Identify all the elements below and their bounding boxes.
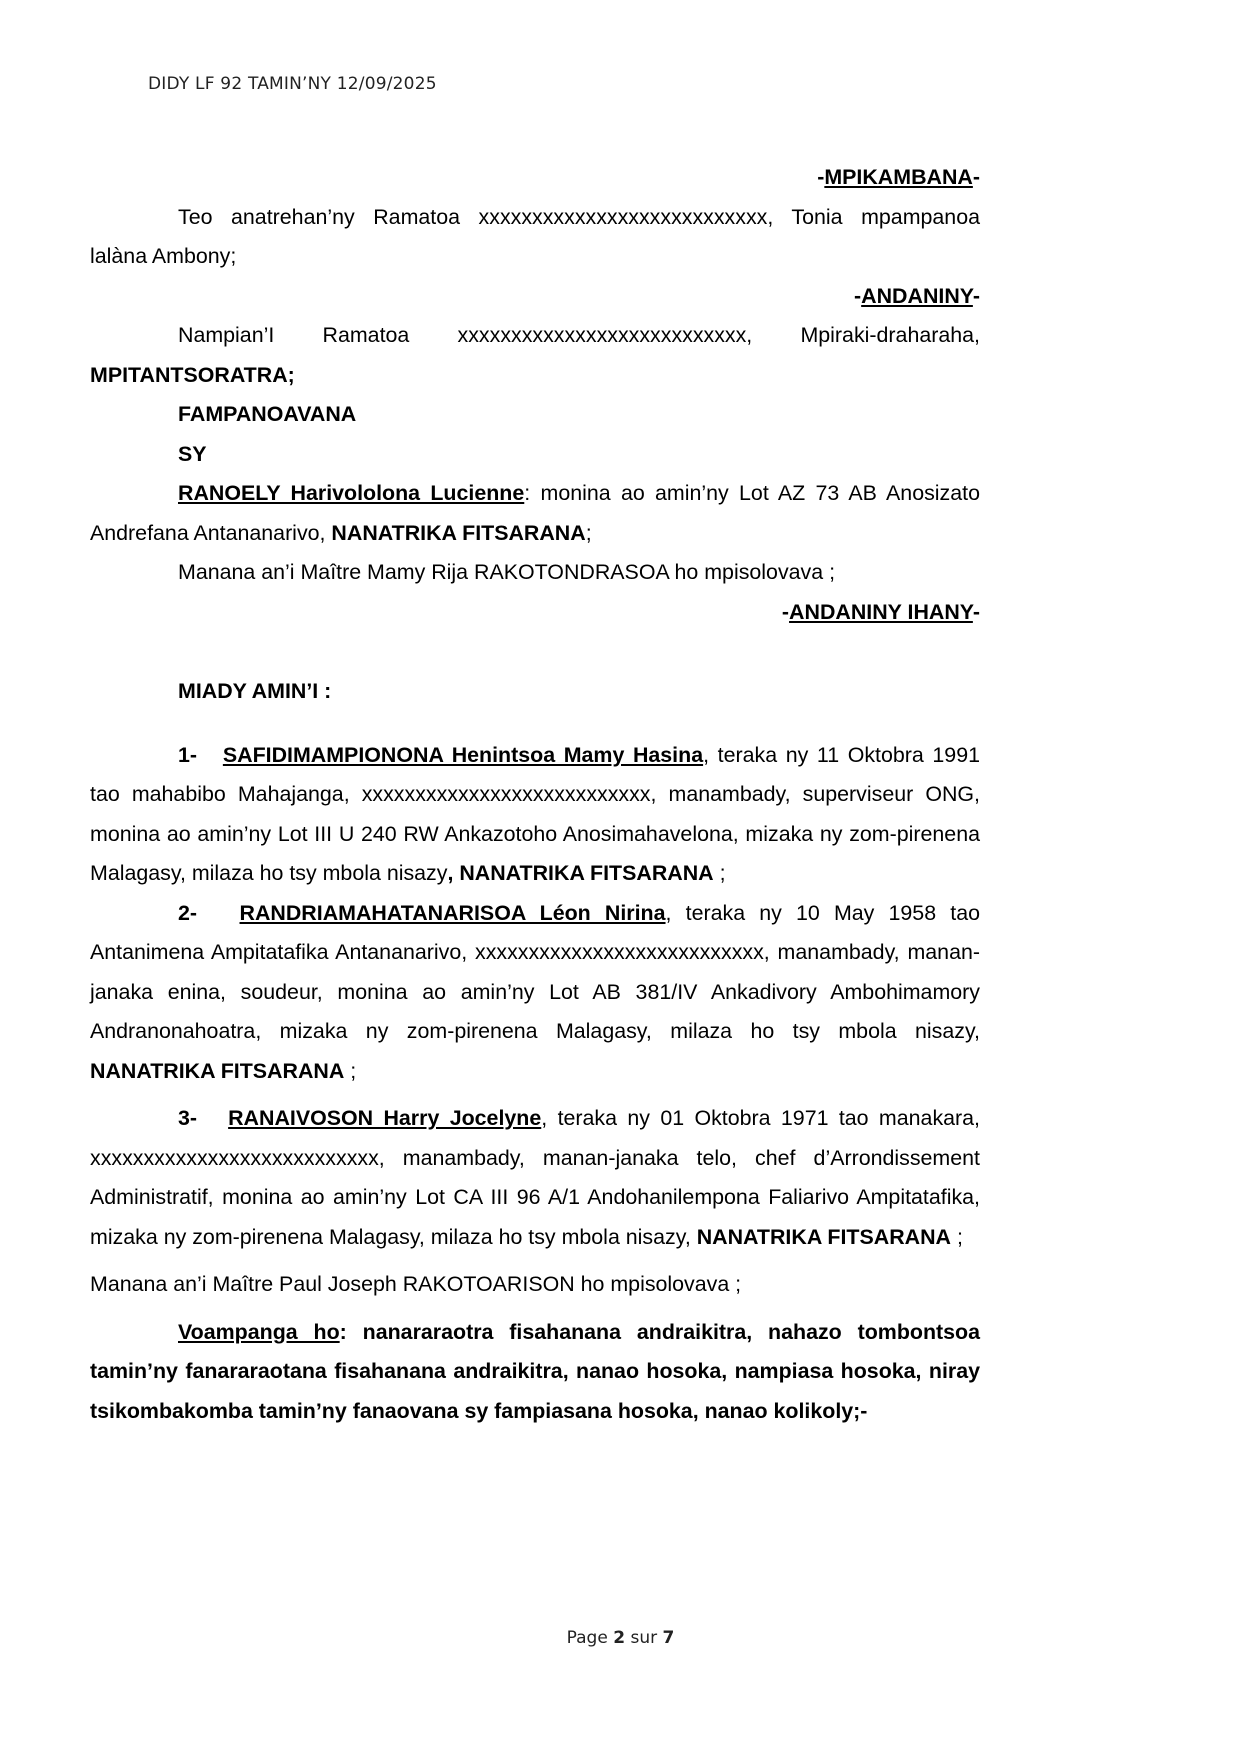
defendant-item-2: 2- RANDRIAMAHATANARISOA Léon Nirina, teraka ny 10 May 1958 tao Antanimena Ampitatafika Antananarivo, xxxxxxxxxxxxxxxxxxxxxxxxxxx, manambady, manan-janaka enina, soudeur, monina ao amin’ny Lot AB 381/IV Ankadivory Ambohimamory Andranonahoatra, mizaka ny zom-pirenena Malagasy, milaza ho tsy mbola nisazy, NANATRIKA FITSARANA ; — [90, 900, 980, 1083]
section-heading-andaniny-ihany: -ANDANINY IHANY- — [781, 599, 980, 624]
paragraph-clerk: Nampian’I Ramatoa xxxxxxxxxxxxxxxxxxxxxxxxxxx, Mpiraki-draharaha, MPITANTSORATRA; — [90, 323, 980, 387]
label-sy: SY — [178, 441, 207, 466]
paragraph-charges: Voampanga ho: nanararaotra fisahanana andraikitra, nahazo tombontsoa tamin’ny fanararaotana fisahanana andraikitra, nanao hosoka, nampiasa hosoka, niray tsikombakomba tamin’ny fanaovana sy fampiasana hosoka, nanao kolikoly;- — [90, 1319, 980, 1423]
paragraph-lawyer-2: Manana an’i Maître Paul Joseph RAKOTOARISON ho mpisolovava ; — [90, 1272, 742, 1296]
section-heading-mpikambana: -MPIKAMBANA- — [817, 165, 980, 189]
page-footer: Page 2 sur 7 — [566, 1628, 675, 1648]
label-miady-amini: MIADY AMIN’I : — [178, 679, 332, 703]
defendant-item-3: 3- RANAIVOSON Harry Jocelyne, teraka ny 01 Oktobra 1971 tao manakara, xxxxxxxxxxxxxxxxxxxxxxxxxxx, manambady, manan-janaka telo, chef d’Arrondissement Administratif, monina ao amin’ny Lot CA III 96 A/1 Andohanilempona Faliarivo Ampitatafika, mizaka ny zom-pirenena Malagasy, milaza ho tsy mbola nisazy, NANATRIKA FITSARANA ; — [90, 1106, 980, 1249]
paragraph-party-ranoely: RANOELY Harivololona Lucienne: monina ao amin’ny Lot AZ 73 AB Anosizato Andrefana Antananarivo, NANATRIKA FITSARANA; — [90, 481, 980, 545]
label-fampanoavana: FAMPANOAVANA — [178, 402, 357, 426]
section-heading-andaniny: -ANDANINY- — [854, 283, 980, 308]
page-header: DIDY LF 92 TAMIN’NY 12/09/2025 — [148, 74, 437, 94]
document-body — [90, 158, 980, 1431]
paragraph-lawyer-1: Manana an’i Maître Mamy Rija RAKOTONDRASOA ho mpisolovava ; — [178, 560, 836, 584]
defendant-item-1: 1- SAFIDIMAMPIONONA Henintsoa Mamy Hasina, teraka ny 11 Oktobra 1991 tao mahabibo Mahajanga, xxxxxxxxxxxxxxxxxxxxxxxxxxx, manambady, superviseur ONG, monina ao amin’ny Lot III U 240 RW Ankazotoho Anosimahavelona, mizaka ny zom-pirenena Malagasy, milaza ho tsy mbola nisazy, NANATRIKA FITSARANA ; — [90, 742, 980, 885]
paragraph-attendance: Teo anatrehan’ny Ramatoa xxxxxxxxxxxxxxxxxxxxxxxxxxx, Tonia mpampanoa lalàna Ambony; — [90, 204, 980, 268]
